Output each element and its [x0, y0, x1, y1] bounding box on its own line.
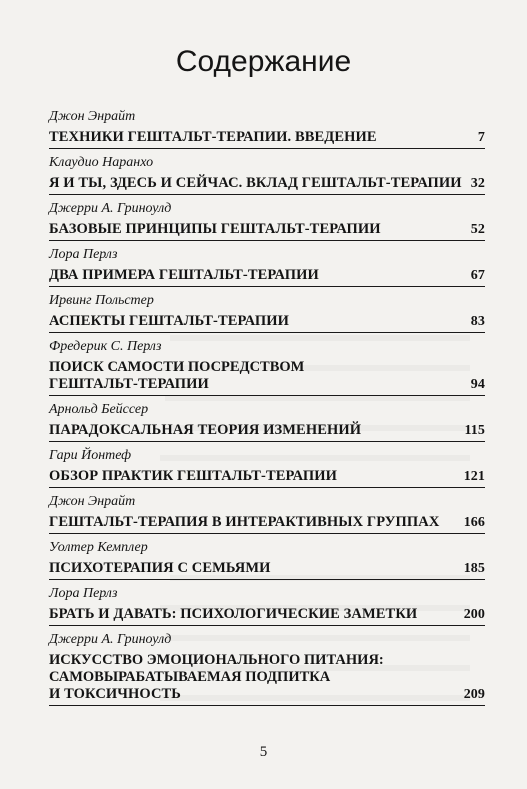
- entry-page: 115: [464, 423, 485, 438]
- page-title: Содержание: [175, 45, 352, 78]
- entry-title-row[interactable]: [49, 129, 485, 149]
- entry-page: 121: [463, 469, 485, 484]
- entry-page: 94: [470, 377, 485, 392]
- entry-page: 200: [463, 607, 485, 622]
- entry-author: Клаудио Наранхо: [49, 155, 154, 170]
- entry-title-row[interactable]: [49, 376, 485, 396]
- page-number: 5: [259, 744, 268, 760]
- toc-entry: [49, 447, 485, 488]
- entry-title-row[interactable]: [49, 468, 485, 488]
- toc-entry: [49, 631, 485, 706]
- toc-entry: [49, 292, 485, 333]
- entry-page: 52: [470, 222, 485, 237]
- entry-title: БРАТЬ И ДАВАТЬ: ПСИХОЛОГИЧЕСКИЕ ЗАМЕТКИ: [49, 606, 418, 622]
- entry-page: 7: [477, 130, 485, 145]
- entry-author: Джон Энрайт: [49, 494, 136, 509]
- entry-author: Джерри А. Гриноулд: [49, 632, 172, 647]
- entry-title: И ТОКСИЧНОСТЬ: [49, 686, 181, 702]
- entry-title: БАЗОВЫЕ ПРИНЦИПЫ ГЕШТАЛЬТ-ТЕРАПИИ: [49, 221, 381, 237]
- entry-author: Арнольд Бейссер: [49, 402, 149, 417]
- entry-author: Ирвинг Польстер: [49, 293, 154, 308]
- toc-entry: [49, 539, 485, 580]
- entry-page: 67: [470, 268, 485, 283]
- entry-title: ПСИХОТЕРАПИЯ С СЕМЬЯМИ: [49, 560, 271, 576]
- entry-title-row[interactable]: [49, 422, 485, 442]
- toc-entry: [49, 246, 485, 287]
- entry-title-row[interactable]: [49, 560, 485, 580]
- entry-title: ГЕШТАЛЬТ-ТЕРАПИЯ В ИНТЕРАКТИВНЫХ ГРУППАХ: [49, 514, 440, 530]
- entry-author: Уолтер Кемплер: [49, 540, 148, 555]
- entry-title: АСПЕКТЫ ГЕШТАЛЬТ-ТЕРАПИИ: [49, 313, 289, 329]
- entry-page: 32: [470, 176, 485, 191]
- entry-author: Джерри А. Гриноулд: [49, 201, 172, 216]
- entry-page: 185: [463, 561, 485, 576]
- entry-author: Фредерик С. Перлз: [49, 339, 162, 354]
- entry-author: Лора Перлз: [49, 586, 118, 601]
- entry-title: ТЕХНИКИ ГЕШТАЛЬТ-ТЕРАПИИ. ВВЕДЕНИЕ: [49, 129, 377, 145]
- entry-title: ГЕШТАЛЬТ-ТЕРАПИИ: [49, 376, 209, 392]
- entry-author: Лора Перлз: [49, 247, 118, 262]
- entry-title-line: САМОВЫРАБАТЫВАЕМАЯ ПОДПИТКА: [49, 669, 331, 685]
- entry-title-row[interactable]: [49, 686, 485, 706]
- entry-title-row[interactable]: [49, 221, 485, 241]
- entry-title-row[interactable]: [49, 514, 485, 534]
- entry-title-line: ИСКУССТВО ЭМОЦИОНАЛЬНОГО ПИТАНИЯ:: [49, 652, 384, 668]
- toc-entry: [49, 401, 485, 442]
- toc-entry: [49, 200, 485, 241]
- entry-author: Гари Йонтеф: [49, 448, 132, 463]
- entry-title: ДВА ПРИМЕРА ГЕШТАЛЬТ-ТЕРАПИИ: [49, 267, 319, 283]
- entry-title: ПАРАДОКСАЛЬНАЯ ТЕОРИЯ ИЗМЕНЕНИЙ: [49, 422, 362, 438]
- entry-page: 83: [470, 314, 485, 329]
- entry-title: Я И ТЫ, ЗДЕСЬ И СЕЙЧАС. ВКЛАД ГЕШТАЛЬТ-ТЕРАПИИ: [49, 175, 462, 191]
- toc-entry: [49, 585, 485, 626]
- table-of-contents: [49, 108, 485, 706]
- toc-entry: [49, 154, 485, 195]
- entry-page: 166: [463, 515, 485, 530]
- entry-title-row[interactable]: [49, 175, 485, 195]
- entry-author: Джон Энрайт: [49, 109, 136, 124]
- entry-page: 209: [463, 687, 485, 702]
- toc-entry: [49, 338, 485, 396]
- toc-entry: [49, 108, 485, 149]
- entry-title-row[interactable]: [49, 606, 485, 626]
- entry-title-line: ПОИСК САМОСТИ ПОСРЕДСТВОМ: [49, 359, 305, 375]
- entry-title-row[interactable]: [49, 267, 485, 287]
- entry-title-row[interactable]: [49, 313, 485, 333]
- entry-title: ОБЗОР ПРАКТИК ГЕШТАЛЬТ-ТЕРАПИИ: [49, 468, 337, 484]
- toc-entry: [49, 493, 485, 534]
